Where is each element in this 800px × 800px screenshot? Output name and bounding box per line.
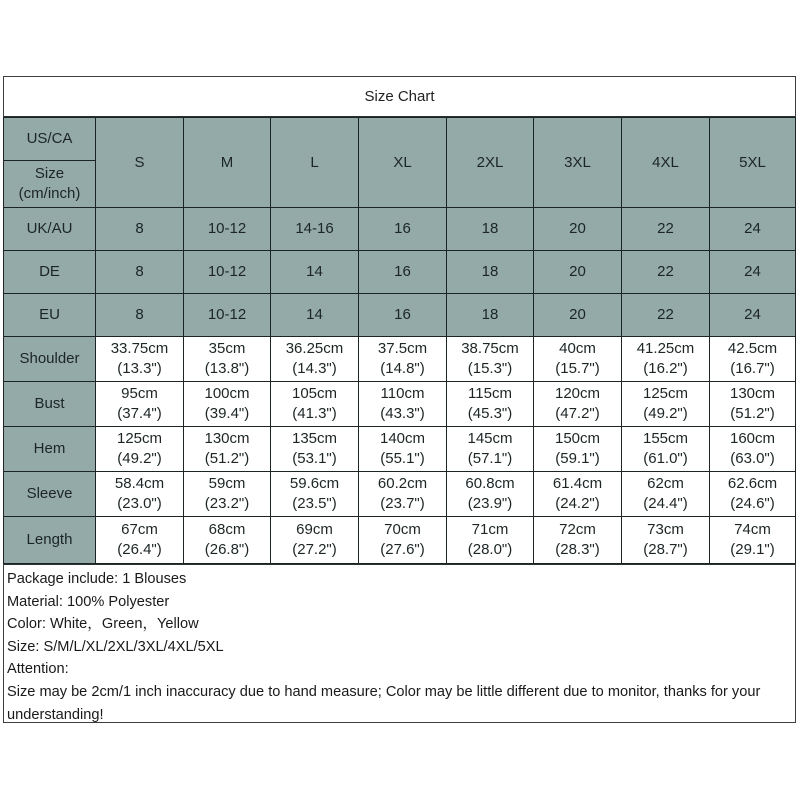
table-cell: 18 [447, 208, 534, 251]
size-header-4xl: 4XL [622, 118, 710, 208]
inch-value: (49.2") [117, 450, 162, 467]
cm-value: 41.25cm [636, 340, 695, 357]
region-label: US/CA [4, 118, 95, 161]
inch-value: (23.0") [117, 495, 162, 512]
size-header-5xl: 5XL [710, 118, 796, 208]
cm-value: 59cm [208, 475, 246, 492]
size-header-xl: XL [359, 118, 447, 208]
cm-value: 145cm [467, 430, 513, 447]
material-note: Material: 100% Polyester [7, 593, 170, 610]
table-cell [622, 427, 710, 472]
inch-value: (23.5") [292, 495, 337, 512]
cm-value: 74cm [734, 521, 771, 538]
table-cell [534, 337, 622, 382]
table-cell [359, 382, 447, 427]
table-cell [534, 382, 622, 427]
cm-value: 130cm [204, 430, 250, 447]
inch-value: (29.1") [730, 541, 775, 558]
table-cell: 20 [534, 208, 622, 251]
table-cell [622, 382, 710, 427]
size-unit-label: (cm/inch) [18, 185, 81, 202]
size-table [3, 117, 796, 564]
table-cell [96, 382, 184, 427]
cm-value: 40cm [559, 340, 596, 357]
table-cell [710, 517, 796, 564]
cm-value: 38.75cm [461, 340, 519, 357]
row-label: Hem [4, 427, 96, 472]
table-cell: 14-16 [271, 208, 359, 251]
measurement-row-bust [4, 382, 796, 427]
cm-value: 60.2cm [377, 475, 428, 492]
table-cell: 16 [359, 208, 447, 251]
table-cell: 10-12 [184, 208, 271, 251]
size-header-s: S [96, 118, 184, 208]
inch-value: (45.3") [467, 405, 513, 422]
table-cell [447, 517, 534, 564]
inch-value: (43.3") [380, 405, 425, 422]
table-cell [96, 517, 184, 564]
cm-value: 160cm [729, 430, 776, 447]
measurement-row-sleeve [4, 472, 796, 517]
table-cell [710, 427, 796, 472]
table-cell [359, 517, 447, 564]
table-cell [271, 382, 359, 427]
inch-value: (55.1") [380, 450, 425, 467]
table-cell: 8 [96, 208, 184, 251]
color-note: Color: White，Green，Yellow [7, 616, 199, 633]
table-cell [271, 472, 359, 517]
table-cell [534, 517, 622, 564]
table-cell: 10-12 [184, 294, 271, 337]
cm-value: 42.5cm [727, 340, 778, 357]
table-cell: 20 [534, 294, 622, 337]
cm-value: 37.5cm [377, 340, 428, 357]
inch-value: (37.4") [117, 405, 162, 422]
table-cell [184, 337, 271, 382]
inch-value: (47.2") [555, 405, 600, 422]
cm-value: 120cm [554, 385, 601, 402]
cm-value: 69cm [296, 521, 333, 538]
inch-value: (24.6") [730, 495, 775, 512]
table-cell [184, 517, 271, 564]
inch-value: (59.1") [555, 450, 600, 467]
inch-value: (26.8") [204, 541, 250, 558]
inch-value: (23.7") [380, 495, 425, 512]
inch-value: (63.0") [730, 450, 775, 467]
table-cell: 8 [96, 251, 184, 294]
cm-value: 150cm [554, 430, 601, 447]
conversion-row-uk-au [4, 208, 796, 251]
table-cell [271, 337, 359, 382]
inch-value: (57.1") [467, 450, 513, 467]
header-label-cell [4, 118, 96, 208]
table-cell: 16 [359, 294, 447, 337]
cm-value: 115cm [468, 385, 512, 402]
inch-value: (53.1") [292, 450, 337, 467]
table-cell [622, 337, 710, 382]
size-label: Size [34, 165, 65, 182]
inch-value: (15.7") [555, 360, 600, 377]
table-cell: 24 [710, 294, 796, 337]
cm-value: 62.6cm [727, 475, 778, 492]
table-cell: 14 [271, 294, 359, 337]
cm-value: 71cm [471, 521, 509, 538]
table-cell [96, 472, 184, 517]
inch-value: (24.4") [643, 495, 688, 512]
inch-value: (51.2") [204, 450, 250, 467]
row-label: EU [4, 294, 96, 337]
size-note: Size: S/M/L/XL/2XL/3XL/4XL/5XL [7, 638, 224, 655]
measurement-row-length [4, 517, 796, 564]
disclaimer-note: Size may be 2cm/1 inch inaccuracy due to hand measure; Color may be little different due to monitor, thanks for your understanding! [7, 683, 761, 723]
table-cell: 18 [447, 294, 534, 337]
row-label: DE [4, 251, 96, 294]
cm-value: 70cm [384, 521, 421, 538]
cm-value: 62cm [647, 475, 684, 492]
table-cell: 22 [622, 294, 710, 337]
table-cell [359, 337, 447, 382]
chart-title: Size Chart [4, 77, 795, 117]
inch-value: (16.7") [730, 360, 775, 377]
inch-value: (27.2") [292, 541, 337, 558]
table-cell: 24 [710, 208, 796, 251]
cm-value: 140cm [379, 430, 426, 447]
attention-label: Attention: [7, 661, 69, 678]
row-label: Length [4, 517, 96, 564]
cm-value: 60.8cm [465, 475, 515, 492]
measurement-row-hem [4, 427, 796, 472]
cm-value: 125cm [116, 430, 163, 447]
inch-value: (27.6") [380, 541, 425, 558]
cm-value: 61.4cm [552, 475, 603, 492]
cm-value: 68cm [208, 521, 246, 538]
table-cell: 10-12 [184, 251, 271, 294]
cm-value: 59.6cm [289, 475, 340, 492]
size-header-l: L [271, 118, 359, 208]
cm-value: 105cm [291, 385, 338, 402]
cm-value: 155cm [642, 430, 689, 447]
cm-value: 67cm [121, 521, 158, 538]
row-label: Shoulder [4, 337, 96, 382]
inch-value: (15.3") [467, 360, 513, 377]
inch-value: (16.2") [643, 360, 688, 377]
inch-value: (28.7") [643, 541, 688, 558]
cm-value: 33.75cm [110, 340, 169, 357]
inch-value: (24.2") [555, 495, 600, 512]
table-cell [710, 337, 796, 382]
inch-value: (14.8") [380, 360, 425, 377]
measurement-row-shoulder [4, 337, 796, 382]
product-notes [4, 564, 795, 726]
table-cell [184, 472, 271, 517]
table-cell [447, 427, 534, 472]
cm-value: 36.25cm [285, 340, 344, 357]
size-header-m: M [184, 118, 271, 208]
inch-value: (14.3") [292, 360, 337, 377]
cm-value: 130cm [729, 385, 776, 402]
inch-value: (28.0") [467, 541, 513, 558]
conversion-row-de [4, 251, 796, 294]
table-cell [534, 472, 622, 517]
inch-value: (13.3") [117, 360, 162, 377]
package-note: Package include: 1 Blouses [7, 571, 187, 587]
cm-value: 100cm [204, 385, 250, 402]
inch-value: (28.3") [555, 541, 600, 558]
table-cell [710, 382, 796, 427]
table-cell: 24 [710, 251, 796, 294]
row-label: Sleeve [4, 472, 96, 517]
table-cell [96, 427, 184, 472]
inch-value: (61.0") [643, 450, 688, 467]
table-cell: 18 [447, 251, 534, 294]
table-cell: 22 [622, 251, 710, 294]
size-header-2xl: 2XL [447, 118, 534, 208]
inch-value: (23.9") [467, 495, 513, 512]
cm-value: 73cm [647, 521, 684, 538]
row-label: Bust [4, 382, 96, 427]
table-cell [710, 472, 796, 517]
size-header-row [4, 118, 796, 208]
table-cell [271, 517, 359, 564]
cm-value: 125cm [642, 385, 689, 402]
cm-value: 135cm [291, 430, 338, 447]
cm-value: 95cm [121, 385, 158, 402]
table-cell [622, 517, 710, 564]
inch-value: (41.3") [292, 405, 337, 422]
size-header-3xl: 3XL [534, 118, 622, 208]
table-cell [534, 427, 622, 472]
size-chart [3, 76, 796, 723]
table-cell [622, 472, 710, 517]
table-cell [184, 427, 271, 472]
inch-value: (49.2") [643, 405, 688, 422]
table-cell [271, 427, 359, 472]
table-cell [359, 472, 447, 517]
table-cell [447, 382, 534, 427]
inch-value: (39.4") [204, 405, 250, 422]
table-cell [184, 382, 271, 427]
table-cell [447, 337, 534, 382]
table-cell: 8 [96, 294, 184, 337]
table-cell: 20 [534, 251, 622, 294]
inch-value: (13.8") [204, 360, 250, 377]
table-cell: 22 [622, 208, 710, 251]
inch-value: (26.4") [117, 541, 162, 558]
cm-value: 58.4cm [114, 475, 165, 492]
table-cell [96, 337, 184, 382]
table-cell: 16 [359, 251, 447, 294]
inch-value: (51.2") [730, 405, 775, 422]
cm-value: 110cm [380, 385, 425, 402]
inch-value: (23.2") [204, 495, 250, 512]
table-cell [447, 472, 534, 517]
conversion-row-eu [4, 294, 796, 337]
row-label: UK/AU [4, 208, 96, 251]
table-cell: 14 [271, 251, 359, 294]
table-cell [359, 427, 447, 472]
cm-value: 35cm [208, 340, 246, 357]
cm-value: 72cm [559, 521, 596, 538]
